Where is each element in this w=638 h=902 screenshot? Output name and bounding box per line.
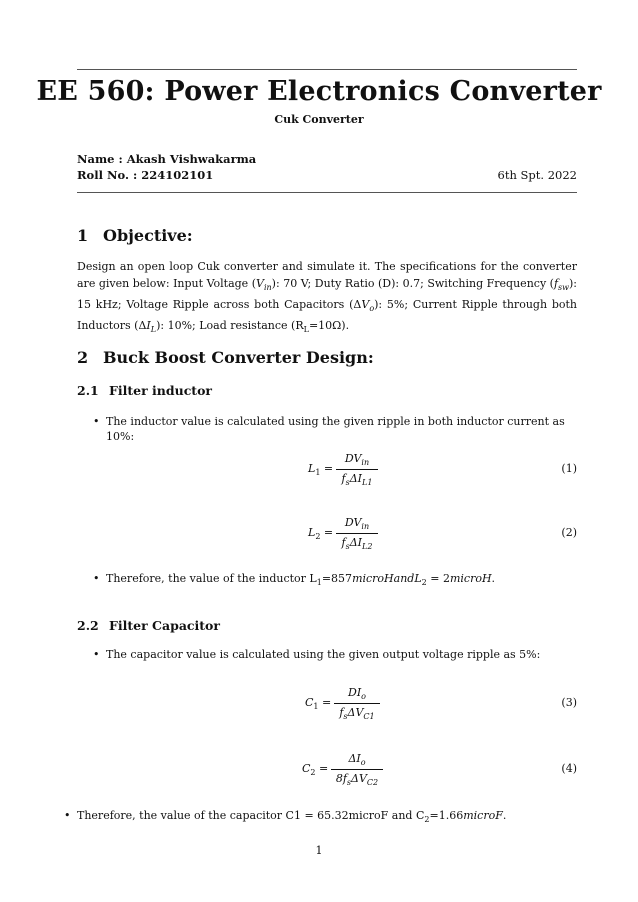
equation-2-lhs: $L_2$ = [308, 526, 334, 542]
document-date: 6th Spt. 2022 [497, 168, 577, 182]
bullet-icon: • [64, 809, 71, 822]
roll-number: Roll No. : 224102101 [77, 168, 214, 182]
subsection-2-1-number: 2.1 [77, 383, 99, 398]
equation-2-number: (2) [561, 526, 577, 539]
equation-3-lhs: $C_1$ = [305, 696, 332, 712]
equation-3-fraction: $DI_o$ $f_s\Delta V_{C1}$ [334, 686, 380, 721]
equation-2 [0, 516, 638, 556]
subsection-2-2-number: 2.2 [77, 618, 99, 633]
equation-4 [0, 752, 638, 792]
subsection-2-2-title: Filter Capacitor [109, 618, 220, 633]
section-1-title: Objective: [103, 226, 193, 245]
objective-paragraph: Design an open loop Cuk converter and simulate it. The specifications for the converter are given below: Input Voltage $(V_{in})$: 70 V; Duty Ratio (D): 0.7; Switching Frequency $(f_{sw})$: 15 kHz; Voltage Ripple across both Capacitors $(\Delta V_o)$: 5%; Current Ripple through both Inductors $(\Delta I_L)$: 10%; Load resistance $(R_L=10\Omega)$. [77, 260, 577, 335]
document-subtitle: Cuk Converter [274, 113, 364, 126]
section-1-heading [77, 226, 193, 245]
equation-1-number: (1) [561, 462, 577, 475]
inductor-bullet-text: The inductor value is calculated using the given ripple in both inductor current as 10%: [106, 415, 565, 443]
bullet-icon: • [93, 572, 100, 585]
bullet-icon: • [93, 648, 100, 661]
document-title: EE 560: Power Electronics Converter [36, 76, 602, 107]
inductor-bullet [93, 414, 578, 444]
equation-4-fraction: $\Delta I_o$ $8f_s\Delta V_{C2}$ [331, 752, 383, 787]
section-2-heading [77, 348, 374, 367]
equation-1-fraction: $DV_{in}$ $f_s\Delta I_{L1}$ [336, 452, 378, 487]
subsection-2-1-heading [77, 383, 212, 398]
equation-3 [0, 686, 638, 726]
section-2-number: 2 [77, 348, 89, 367]
inductor-result-bullet: • Therefore, the value of the inductor $L_1=857microHandL_2$ = 2microH. [93, 572, 496, 588]
section-1-number: 1 [77, 226, 89, 245]
equation-1 [0, 452, 638, 492]
equation-3-number: (3) [561, 696, 577, 709]
bullet-icon: • [93, 415, 100, 428]
section-2-title: Buck Boost Converter Design: [103, 348, 374, 367]
subsection-2-1-title: Filter inductor [109, 383, 213, 398]
header-bottom-rule [77, 192, 577, 193]
capacitor-bullet [93, 647, 578, 662]
page-number: 1 [315, 844, 323, 857]
equation-2-fraction: $DV_{in}$ $f_s\Delta I_{L2}$ [336, 516, 378, 551]
author-name: Name : Akash Vishwakarma [77, 152, 257, 166]
capacitor-bullet-text: The capacitor value is calculated using the given output voltage ripple as 5%: [106, 648, 541, 661]
equation-4-number: (4) [561, 762, 577, 775]
top-rule [77, 69, 577, 70]
subsection-2-2-heading [77, 618, 220, 633]
equation-1-lhs: $L_1$ = [308, 462, 334, 478]
equation-4-lhs: $C_2$ = [302, 762, 329, 778]
capacitor-result-bullet: • Therefore, the value of the capacitor C1 = 65.32microF and $C_2=1.66microF$. [64, 809, 507, 825]
